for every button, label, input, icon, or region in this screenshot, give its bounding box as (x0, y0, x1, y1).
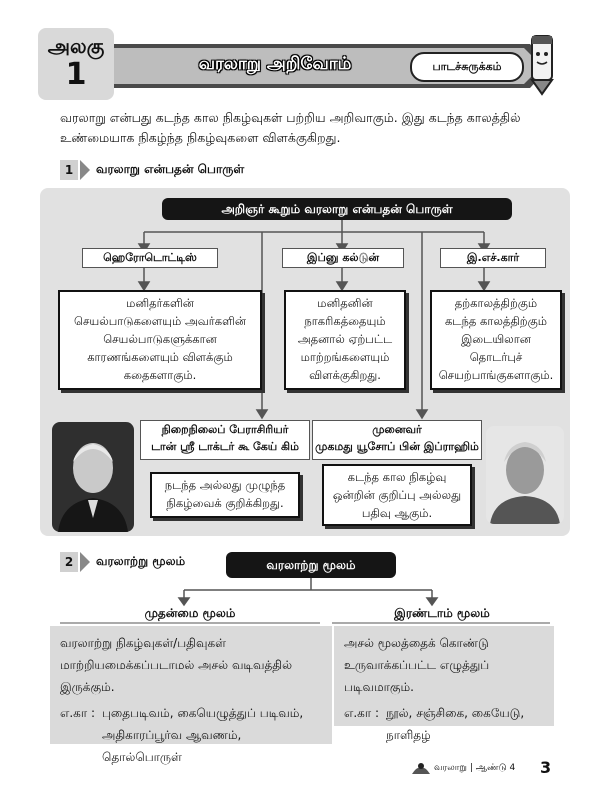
example-values (102, 702, 322, 768)
scholar-name: டான் ஸ்ரீ டாக்டர் கூ கேய் கிம் (151, 440, 299, 453)
desc-line: தற்காலத்திற்கும் (454, 296, 538, 310)
primary-line: இருக்கும். (60, 680, 115, 694)
unit-word: அலகு (47, 34, 105, 58)
example-values (386, 702, 524, 746)
desc-line: செயல்பாடுகளையும் அவர்களின் (74, 314, 246, 328)
scholar-herodotus-label: ஹெரோடொட்டிஸ் (82, 248, 218, 268)
desc-line: நாகரிகத்தையும் (304, 314, 386, 328)
example-label: எ.கா : (60, 706, 95, 720)
section-2-title: வரலாற்று மூலம் (96, 554, 186, 568)
desc-line: நடந்த அல்லது முழுந்த (164, 478, 286, 492)
footer-subject: வரலாறு (434, 763, 467, 773)
example-line: புதைபடிவம், கையெழுத்துப் படிவம், (102, 706, 304, 720)
scholar-eh-carr-label: இ.எச்.கார் (440, 248, 546, 268)
desc-line: மாற்றங்களையும் (300, 350, 390, 364)
unit-number: 1 (65, 57, 87, 92)
scholar-ibn-khaldun-label: இப்னு கல்டுன் (282, 248, 404, 268)
desc-line: கடந்த காலத்திற்கும் (444, 314, 548, 328)
footer-logo-icon (410, 760, 432, 776)
intro-line-1: வரலாறு என்பது கடந்த கால நிகழ்வுகள் பற்றிய அறிவாகும். இது கடந்த காலத்தில் (60, 110, 521, 125)
desc-line: மனிதனின் (317, 296, 373, 310)
footer-label: வரலாறு | ஆண்டு 4 (434, 763, 516, 773)
secondary-example (344, 702, 544, 746)
example-line: நாளிதழ் (386, 728, 431, 742)
desc-line: விளக்குகிறது. (309, 368, 381, 382)
desc-line: கடந்த கால நிகழ்வு (347, 470, 447, 484)
desc-line: இடையிலான (461, 332, 531, 346)
desc-line: செயற்பாங்குகளாகும். (438, 368, 554, 382)
desc-line: ஒன்றின் குறிப்பு அல்லது (332, 488, 462, 502)
footer-year: ஆண்டு 4 (475, 763, 516, 773)
desc-line: பதிவு ஆகும். (361, 506, 433, 520)
primary-source-title: முதன்மை மூலம் (144, 606, 236, 620)
desc-line: செயல்பாடுகளுக்கான (103, 332, 217, 346)
page-number: 3 (540, 758, 552, 777)
desc-line: மனிதர்களின் (126, 296, 194, 310)
secondary-source-title: இரண்டாம் மூலம் (394, 606, 490, 620)
secondary-source-box (334, 626, 554, 742)
desc-line: கதைகளாகும். (123, 368, 197, 382)
section-2-number: 2 (60, 552, 78, 572)
primary-example (60, 702, 322, 768)
intro-line-2: உண்மையாக நிகழ்ந்த நிகழ்வுகளை விளக்குகிறது. (60, 130, 341, 145)
example-line: அதிகாரப்பூர்வ ஆவணம், தொல்பொருள் (102, 728, 242, 764)
desc-line: காரணங்களையும் விளக்கும் (87, 350, 233, 364)
scholar-title: முனைவர் (372, 423, 422, 436)
desc-line: தொடர்புச் (469, 350, 523, 364)
scholar-title: நிறைநிலைப் பேராசிரியர் (161, 423, 289, 436)
secondary-line: உருவாக்கப்பட்ட எழுத்துப் படிவமாகும். (344, 658, 490, 694)
secondary-line: அசல் மூலத்தைக் கொண்டு (344, 636, 489, 650)
section-1-number: 1 (60, 160, 78, 180)
primary-line: மாற்றியமைக்கப்படாமல் அசல் வடிவத்தில் (60, 658, 293, 672)
scholar-name: முகமது யூசோப் பின் இப்ராஹிம் (315, 440, 479, 453)
summary-label: பாடச்சுருக்கம் (410, 52, 524, 82)
example-line: நூல், சஞ்சிகை, கையேடு, (386, 706, 525, 720)
section-2-banner: வரலாற்று மூலம் (226, 552, 396, 578)
section-1-banner: அறிஞர் கூறும் வரலாறு என்பதன் பொருள் (162, 198, 512, 220)
page-title: வரலாறு அறிவோம் (198, 54, 352, 74)
primary-line: வரலாற்று நிகழ்வுகள்/பதிவுகள் (60, 636, 226, 650)
desc-line: நிகழ்வைக் குறிக்கிறது. (166, 496, 284, 510)
desc-line: அதனால் ஏற்பட்ட (297, 332, 393, 346)
primary-source-box (50, 626, 332, 764)
example-label: எ.கா : (344, 706, 379, 720)
section-1-title: வரலாறு என்பதன் பொருள் (96, 162, 245, 176)
